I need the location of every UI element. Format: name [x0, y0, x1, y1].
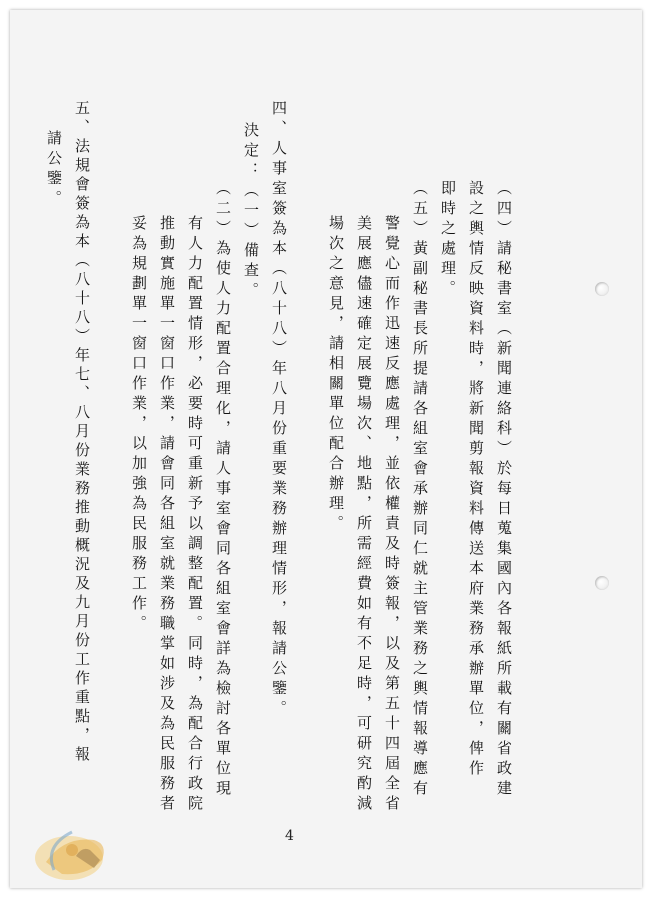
page-number: 4	[285, 828, 294, 844]
text-line-4: （五）黃副秘書長所提請各組室會承辦同仁就主管業務之輿情報導應有	[411, 180, 429, 800]
text-line-9: 決定：（一）備查。	[242, 122, 260, 302]
text-line-10: （二）為使人力配置合理化，請人事室會同各組室會詳為檢討各單位現	[214, 180, 232, 800]
punch-hole-bottom	[595, 576, 609, 590]
archive-logo-icon	[24, 810, 134, 888]
text-line-2: 設之輿情反映資料時，將新聞剪報資料傳送本府業務承辦單位，俾作	[467, 180, 485, 780]
text-line-11: 有人力配置情形，必要時可重新予以調整配置。同時，為配合行政院	[186, 215, 204, 815]
text-line-15: 請公鑒。	[45, 130, 63, 210]
text-line-7: 場次之意見，請相關單位配合辦理。	[327, 215, 345, 535]
text-line-12: 推動實施單一窗口作業，請會同各組室就業務職掌如涉及為民服務者	[158, 215, 176, 815]
document-page	[10, 10, 642, 888]
text-line-13: 妥為規劃單一窗口作業，以加強為民服務工作。	[130, 215, 148, 635]
text-line-1: （四）請秘書室（新聞連絡科）於每日蒐集國內各報紙所載有關省政建	[495, 180, 513, 800]
text-line-8: 四、人事室簽為本（八十八）年八月份重要業務辦理情形，報請公鑒。	[270, 100, 288, 720]
text-line-6: 美展應儘速確定展覽場次、地點，所需經費如有不足時，可研究酌減	[355, 215, 373, 815]
text-line-14: 五、法規會簽為本（八十八）年七、八月份業務推動概況及九月份工作重點，報	[73, 100, 91, 765]
punch-hole-top	[595, 282, 609, 296]
text-line-5: 警覺心而作迅速反應處理，並依權責及時簽報，以及第五十四屆全省	[383, 215, 401, 815]
text-line-3: 即時之處理。	[439, 180, 457, 300]
